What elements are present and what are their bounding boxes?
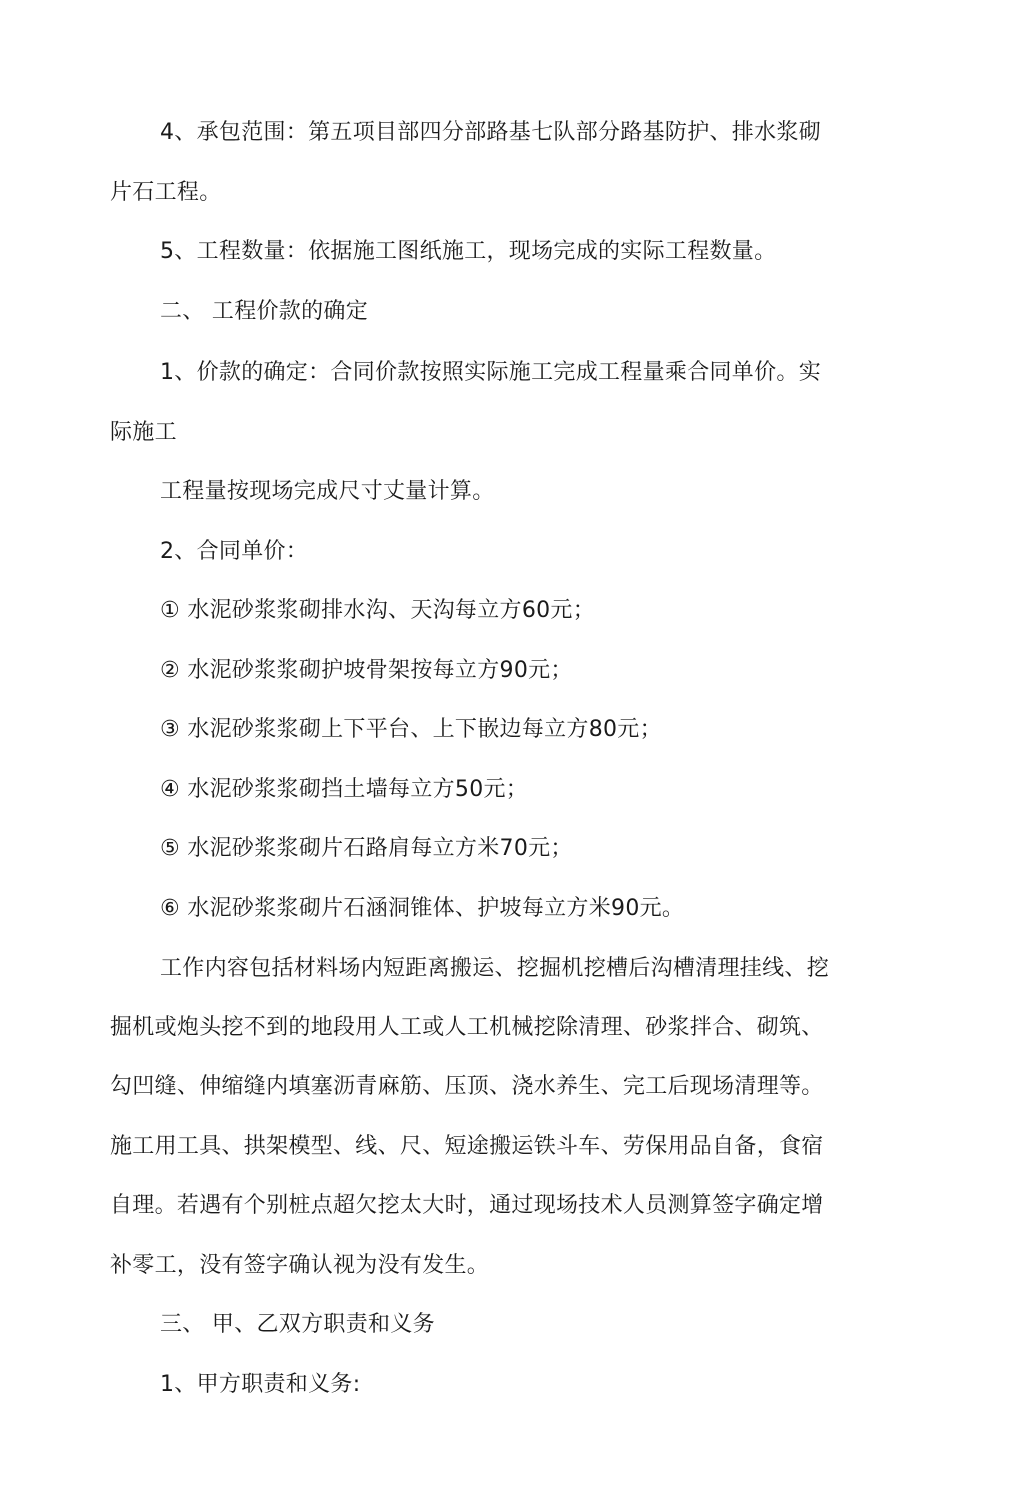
price-item: ③ 水泥砂浆浆砌上下平台、上下嵌边每立方80元； — [160, 717, 662, 742]
section-heading: 三、 甲、乙双方职责和义务 — [160, 1312, 435, 1337]
paragraph-line: 1、甲方职责和义务: — [160, 1372, 361, 1397]
paragraph-line: 自理。若遇有个别桩点超欠挖太大时，通过现场技术人员测算签字确定增 — [110, 1193, 824, 1218]
price-item: ④ 水泥砂浆浆砌挡土墙每立方50元； — [160, 777, 529, 802]
paragraph-line: 5、工程数量：依据施工图纸施工，现场完成的实际工程数量。 — [160, 239, 777, 264]
paragraph-line: 掘机或炮头挖不到的地段用人工或人工机械挖除清理、砂浆拌合、砌筑、 — [110, 1015, 824, 1040]
paragraph-line: 施工用工具、拱架模型、线、尺、短途搬运铁斗车、劳保用品自备，食宿 — [110, 1134, 824, 1159]
price-item: ② 水泥砂浆浆砌护坡骨架按每立方90元； — [160, 658, 573, 683]
paragraph-line: 1、价款的确定：合同价款按照实际施工完成工程量乘合同单价。实 — [160, 360, 821, 385]
price-item: ⑤ 水泥砂浆浆砌片石路肩每立方米70元； — [160, 836, 573, 861]
section-heading: 二、 工程价款的确定 — [160, 299, 368, 324]
paragraph-line: 工作内容包括材料场内短距离搬运、挖掘机挖槽后沟槽清理挂线、挖 — [160, 956, 830, 981]
paragraph-line: 际施工 — [110, 420, 177, 445]
paragraph-line: 工程量按现场完成尺寸丈量计算。 — [160, 479, 495, 504]
paragraph-line: 勾凹缝、伸缩缝内填塞沥青麻筋、压顶、浇水养生、完工后现场清理等。 — [110, 1074, 824, 1099]
paragraph-line: 补零工，没有签字确认视为没有发生。 — [110, 1253, 490, 1278]
price-item: ① 水泥砂浆浆砌排水沟、天沟每立方60元； — [160, 598, 596, 623]
paragraph-line: 片石工程。 — [110, 180, 222, 205]
paragraph-line: 2、合同单价： — [160, 539, 309, 564]
paragraph-line: 4、承包范围：第五项目部四分部路基七队部分路基防护、排水浆砌 — [160, 120, 821, 145]
price-item: ⑥ 水泥砂浆浆砌片石涵洞锥体、护坡每立方米90元。 — [160, 896, 685, 921]
